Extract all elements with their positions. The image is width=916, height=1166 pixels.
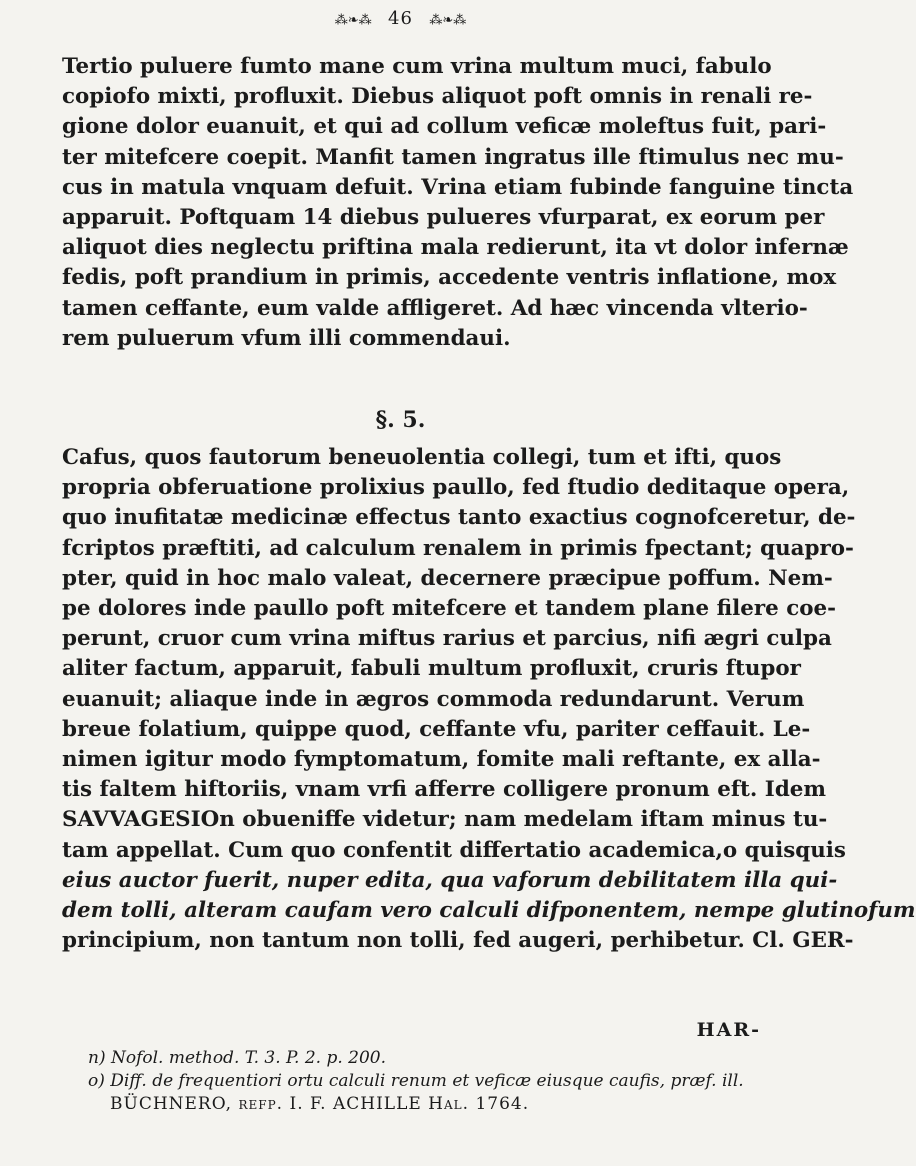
text-line: tam appellat. Cum quo confentit differtatio academica,o quisquis: [62, 837, 846, 863]
text-line: fedis, poft prandium in primis, accedente ventris inflatione, mox: [62, 265, 837, 291]
text-line: propria obferuatione prolixius paullo, fed ftudio deditaque opera,: [62, 475, 850, 501]
text-line: breue folatium, quippe quod, ceffante vfu, pariter ceffauit. Le-: [62, 716, 811, 742]
text-line: Tertio puluere fumto mane cum vrina multum muci, fabulo: [62, 54, 772, 79]
text-line: aliquot dies neglectu priftina mala redierunt, ita vt dolor infernæ: [62, 235, 849, 261]
text-line: nimen igitur modo fymptomatum, fomite mali reftante, ex alla-: [62, 747, 821, 773]
paragraph-1: [62, 52, 854, 354]
text-line: perunt, cruor cum vrina miftus rarius et parcius, nifi ægri culpa: [62, 626, 832, 652]
footnote-o-continued: BÜCHNERO, refp. I. F. ACHILLE Hal. 1764.: [110, 1094, 530, 1114]
text-line: dem tolli, alteram caufam vero calculi difponentem, nempe glutinofum: [62, 898, 916, 924]
text-line: pe dolores inde paullo poft mitefcere et tandem plane filere coe-: [62, 596, 837, 622]
page-header: [0, 8, 801, 29]
text-line: rem puluerum vfum illi commendaui.: [62, 325, 511, 351]
text-line: pter, quid in hoc malo valeat, decernere præcipue poffum. Nem-: [62, 565, 833, 591]
footnotes: [88, 1047, 768, 1116]
text-line: SAVVAGESIOn obueniffe videtur; nam medelam iftam minus tu-: [62, 807, 828, 833]
text-line: cus in matula vnquam defuit. Vrina etiam fubinde fanguine tincta: [62, 174, 854, 200]
text-line: gione dolor euanuit, et qui ad collum veficæ moleftus fuit, pari-: [62, 114, 827, 140]
text-line: eius auctor fuerit, nuper edita, qua vaforum debilitatem illa qui-: [62, 867, 838, 893]
text-line: principium, non tantum non tolli, fed augeri, perhibetur. Cl. GER-: [62, 928, 854, 954]
text-line: ter mitefcere coepit. Manfit tamen ingratus ille ftimulus nec mu-: [62, 144, 844, 170]
text-line: fcriptos præftiti, ad calculum renalem in primis fpectant; quapro-: [62, 535, 854, 561]
page-number: 46: [388, 8, 413, 29]
footnote-o: o) Diff. de frequentiori ortu calculi renum et veficæ eiusque caufis, præf. ill.: [88, 1071, 744, 1091]
text-line: euanuit; aliaque inde in ægros commoda redundarunt. Verum: [62, 686, 805, 712]
text-line: aliter factum, apparuit, fabuli multum profluxit, cruris ftupor: [62, 656, 801, 682]
text-line: apparuit. Poftquam 14 diebus pulueres vfurparat, ex eorum per: [62, 205, 825, 231]
text-line: Cafus, quos fautorum beneuolentia collegi, tum et ifti, quos: [62, 445, 782, 470]
header-ornament-left: ⁂❧⁂: [334, 13, 372, 28]
text-line: quo inufitatæ medicinæ effectus tanto exactius cognofceretur, de-: [62, 505, 856, 531]
text-line: tis faltem hiftoriis, vnam vrfi afferre colligere pronum eft. Idem: [62, 777, 827, 803]
text-line: tamen ceffante, eum valde affligeret. Ad hæc vincenda vlterio-: [62, 295, 808, 321]
text-line: copiofo mixti, profluxit. Diebus aliquot poft omnis in renali re-: [62, 84, 813, 110]
paragraph-2: [62, 443, 916, 956]
catchword: HAR-: [696, 1019, 761, 1041]
section-heading: §. 5.: [375, 407, 426, 433]
header-ornament-right: ⁂❧⁂: [429, 13, 467, 28]
footnote-n: n) Nofol. method. T. 3. P. 2. p. 200.: [88, 1048, 386, 1068]
